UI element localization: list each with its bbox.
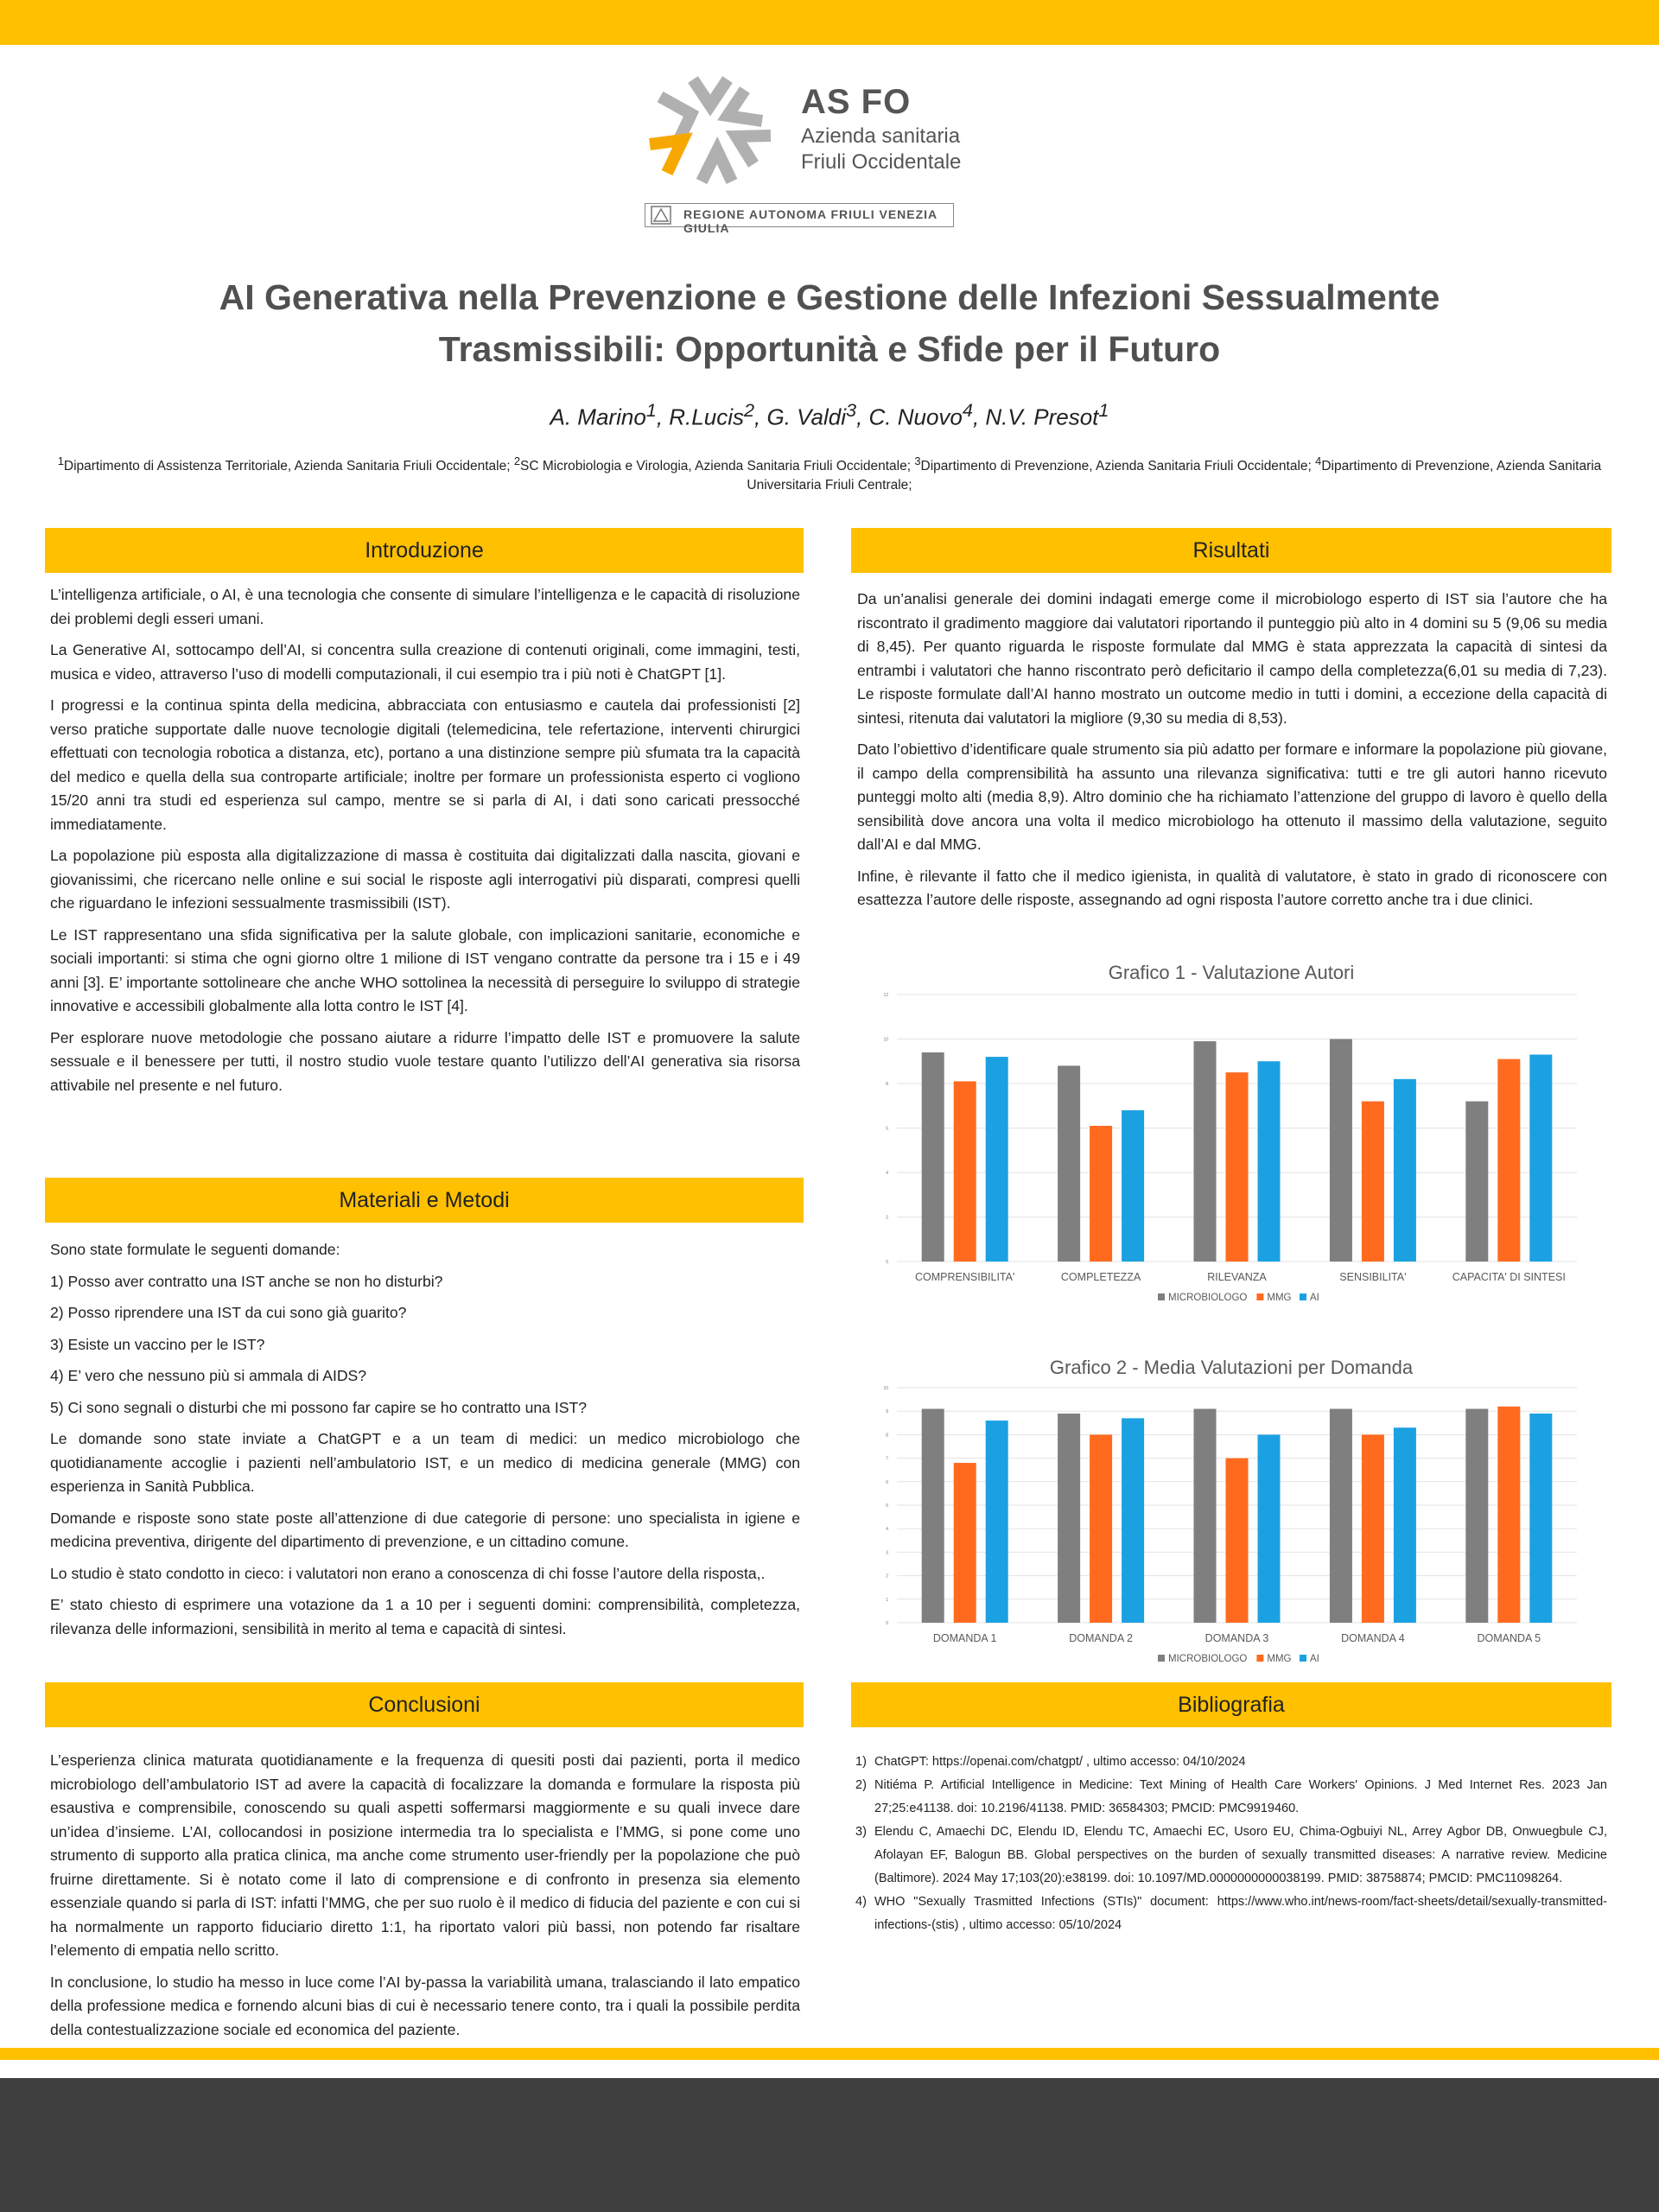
- bibliography-text: Elendu C, Amaechi DC, Elendu ID, Elendu TC, Amaechi EC, Usoro EU, Chima-Ogbuiyi NL, Arrey Agbor DB, Onwuegbule CJ, Afolayan EF, Balogun BB. Global perspectives on the burden of sexually transmitted diseases: A narrative review. Medicine (Baltimore). 2024 May 17;103(20):e38199. doi: 10.1097/MD.0000000000038199. PMID: 38758874; PMCID: PMC11098264.: [874, 1825, 1607, 1885]
- author-affiliation-mark: 1: [1098, 399, 1109, 421]
- y-tick-label: 0: [886, 1621, 888, 1626]
- legend-label: MMG: [1267, 1293, 1292, 1303]
- risultati-paragraph: Infine, è rilevante il fatto che il medico igienista, in qualità di valutatore, è stato in grado di riconoscere con esattezza l’autore delle risposte, assegnando ad ogni risposta l’autore corretto anche tra i due clinici.: [857, 867, 1607, 908]
- author-separator: ,: [754, 404, 767, 430]
- section-heading-conclusioni: Conclusioni: [45, 1682, 804, 1727]
- bar-ai: [1529, 1055, 1552, 1262]
- question-item: 4) E’ vero che nessuno più si ammala di AIDS?: [50, 1367, 367, 1384]
- affiliation-mark: 2: [513, 454, 520, 467]
- bar-ai: [1394, 1079, 1416, 1262]
- bar-ai: [1258, 1061, 1281, 1262]
- author-separator: ,: [856, 404, 869, 430]
- bibliography-item: [855, 1891, 1607, 1937]
- bar-ai: [986, 1421, 1008, 1623]
- chart-1-svg: [855, 955, 1607, 1309]
- authors: [121, 399, 1538, 431]
- y-tick-label: 6: [886, 1479, 888, 1485]
- chart-1: [855, 955, 1607, 1309]
- bar-ai: [1122, 1418, 1144, 1623]
- bar-ai: [1529, 1414, 1552, 1623]
- author-separator: ,: [972, 404, 986, 430]
- chart-2-svg: [855, 1350, 1607, 1678]
- x-tick-label: COMPRENSIBILITA': [915, 1271, 1015, 1283]
- author-name: A. Marino: [550, 404, 646, 430]
- author-affiliation-mark: 2: [743, 399, 755, 421]
- bar-microbiologo: [1194, 1408, 1217, 1623]
- author-name: N.V. Presot: [985, 404, 1099, 430]
- bar-ai: [1394, 1427, 1416, 1623]
- y-tick-label: 12: [883, 993, 888, 998]
- legend-swatch: [1256, 1655, 1263, 1662]
- author-separator: ,: [656, 404, 670, 430]
- y-tick-label: 5: [886, 1503, 888, 1509]
- bar-mmg: [1497, 1407, 1520, 1623]
- legend-swatch: [1256, 1294, 1263, 1300]
- introduzione-paragraph: La popolazione più esposta alla digitalizzazione di massa è costituita dai digitalizzati dalla nascita, giovani e giovanissimi, che ricercano nelle online e sui social le risposte agli interrogativi più disparati, compresi quelli che riguardano le infezioni sessualmente trasmissibili (IST).: [50, 847, 800, 912]
- y-tick-label: 2: [886, 1215, 888, 1221]
- bar-microbiologo: [922, 1052, 944, 1262]
- materiali-paragraph: E’ stato chiesto di esprimere una votazione da 1 a 10 per i seguenti domini: comprensibilità, completezza, rilevanza delle informazioni, sensibilità in merito al tema e capacità di sintesi.: [50, 1596, 800, 1637]
- legend-label: MMG: [1267, 1654, 1292, 1664]
- legend-swatch: [1158, 1655, 1165, 1662]
- bar-mmg: [1226, 1072, 1249, 1262]
- bibliography-number: 3): [855, 1825, 867, 1839]
- conclusioni-text: [50, 1749, 800, 2050]
- y-tick-label: 8: [886, 1433, 888, 1439]
- legend-label: MICROBIOLOGO: [1168, 1654, 1248, 1664]
- introduzione-text: [50, 583, 800, 1105]
- logo-line2: Friuli Occidentale: [801, 150, 962, 174]
- affiliation-text: SC Microbiologia e Virologia, Azienda Sanitaria Friuli Occidentale;: [520, 459, 915, 474]
- question-item: 3) Esiste un vaccino per le IST?: [50, 1335, 265, 1353]
- y-tick-label: 1: [886, 1597, 888, 1603]
- affiliation-mark: 1: [57, 454, 64, 467]
- risultati-paragraph: Dato l’obiettivo d’identificare quale strumento sia più adatto per formare e informare la popolazione più giovane, il campo della comprensibilità ha assunto una rilevanza significativa: tutti e tre gli autori hanno ricevuto punteggi molto alti (media 8,9). Altro dominio che ha richiamato l’attenzione del gruppo di lavoro è quello della sensibilità dove ancora una volta il medico microbiologo ha ottenuto il massimo della valutazione, seguito dall’AI e dal MMG.: [857, 741, 1607, 853]
- introduzione-paragraph: La Generative AI, sottocampo dell’AI, si concentra sulla creazione di contenuti originali, come immagini, testi, musica e video, attraverso l’uso di modelli computazionali, il cui esempio tra i più noti è ChatGPT [1].: [50, 641, 800, 683]
- y-tick-label: 8: [886, 1082, 888, 1087]
- materiali-text: [50, 1238, 800, 1649]
- asfo-star-icon: [641, 71, 792, 192]
- materiali-paragraph: Le domande sono state inviate a ChatGPT e a un team di medici: un medico microbiologo che quotidianamente accoglie i pazienti nell’ambulatorio IST, e un medico di medicina generale (MMG) con esperienza in Sanità Pubblica.: [50, 1430, 800, 1495]
- bar-mmg: [1362, 1434, 1384, 1623]
- logo-name: AS FO: [801, 83, 912, 121]
- legend-label: AI: [1310, 1293, 1319, 1303]
- asfo-logo: [641, 71, 969, 235]
- bar-ai: [1258, 1434, 1281, 1623]
- region-text: REGIONE AUTONOMA FRIULI VENEZIA GIULIA: [683, 207, 938, 235]
- region-crest-icon: [651, 206, 671, 225]
- bibliography-item: [855, 1774, 1607, 1821]
- region-banner: [645, 203, 954, 235]
- x-tick-label: CAPACITA' DI SINTESI: [1452, 1271, 1566, 1283]
- bibliography-text: Nitiéma P. Artificial Intelligence in Medicine: Text Mining of Health Care Workers' Opinions. J Med Internet Res. 2023 Jan 27;25:e41138. doi: 10.2196/41138. PMID: 36584303; PMCID: PMC9919460.: [874, 1778, 1607, 1815]
- legend-swatch: [1300, 1655, 1306, 1662]
- footer-band: [0, 2078, 1659, 2212]
- poster-title: [121, 271, 1538, 375]
- question-item: 1) Posso aver contratto una IST anche se non ho disturbi?: [50, 1272, 443, 1290]
- bibliografia-list: [855, 1751, 1607, 1937]
- section-heading-materiali: Materiali e Metodi: [45, 1178, 804, 1223]
- x-tick-label: DOMANDA 3: [1205, 1632, 1269, 1644]
- introduzione-paragraph: I progressi e la continua spinta della medicina, abbracciata con entusiasmo e cautela dai professionisti [2] verso pratiche supportate dalle nuove tecnologie digitali (telemedicina, tele refertazione, interventi chirurgici effettuati con tecnologia robotica a distanza, etc), portano a una distinzione sempre più sfumata tra la capacità del medico e quella della sua controparte artificiale; inoltre per formare un professionista esperto ci vogliono 15/20 anni tra studi ed esperienza sul campo, mentre se si parla di AI, i dati sono caricati pressocché immediatamente.: [50, 696, 800, 833]
- question-item: 2) Posso riprendere una IST da cui sono già guarito?: [50, 1304, 407, 1321]
- title-line1: AI Generativa nella Prevenzione e Gestione delle Infezioni Sessualmente: [219, 277, 1440, 317]
- bar-microbiologo: [1194, 1041, 1217, 1262]
- y-tick-label: 7: [886, 1456, 888, 1462]
- bibliography-number: 4): [855, 1895, 867, 1909]
- bibliography-item: [855, 1821, 1607, 1891]
- bibliography-item: [855, 1751, 1607, 1774]
- x-tick-label: SENSIBILITA': [1339, 1271, 1407, 1283]
- y-tick-label: 10: [883, 1386, 888, 1391]
- bibliography-number: 1): [855, 1755, 867, 1769]
- conclusioni-paragraph: L’esperienza clinica maturata quotidianamente e la frequenza di quesiti posti dai pazienti, porta il medico microbiologo dell’ambulatorio IST ad avere la capacità di focalizzare la domanda e formulare la risposta più esaustiva e comprensibile, conoscendo su quali aspetti soffermarsi maggiormente e su quali invece dare un’idea d’insieme. L’AI, collocandosi in posizione intermedia tra lo specialista e l’MMG, si pone come uno strumento di supporto alla pratica clinica, ma anche come strumento user-friendly per la popolazione che può fruirne direttamente. Si è notato come il lato di comprensione e di confronto in presenza sia elemento essenziale quando si parla di IST: infatti l’MMG, che per suo ruolo è il medico di fiducia del paziente e con cui si ha normalmente un rapporto fiduciario diretto 1:1, ha riportato valori più bassi, non potendo far risaltare l’elemento di empatia nello scritto.: [50, 1751, 800, 1959]
- y-tick-label: 6: [886, 1126, 888, 1132]
- bar-mmg: [1226, 1459, 1249, 1623]
- section-heading-introduzione: Introduzione: [45, 528, 804, 573]
- bar-microbiologo: [922, 1408, 944, 1623]
- affiliation-text: Dipartimento di Prevenzione, Azienda Sanitaria Universitaria Friuli Centrale;: [747, 459, 1602, 493]
- x-tick-label: DOMANDA 4: [1341, 1632, 1405, 1644]
- affiliation-mark: 4: [1315, 454, 1322, 467]
- y-tick-label: 2: [886, 1573, 888, 1580]
- author-affiliation-mark: 4: [962, 399, 973, 421]
- y-tick-label: 4: [886, 1171, 888, 1176]
- bar-mmg: [1497, 1059, 1520, 1262]
- author-affiliation-mark: 3: [846, 399, 857, 421]
- section-heading-risultati: Risultati: [851, 528, 1611, 573]
- top-accent-band: [0, 0, 1659, 45]
- risultati-text: [857, 588, 1607, 920]
- bar-microbiologo: [1465, 1102, 1488, 1262]
- bibliography-number: 2): [855, 1778, 867, 1792]
- materiali-paragraph: Lo studio è stato condotto in cieco: i valutatori non erano a conoscenza di chi fosse l’autore della risposta,.: [50, 1564, 766, 1582]
- x-tick-label: DOMANDA 2: [1069, 1632, 1133, 1644]
- affiliation-text: Dipartimento di Prevenzione, Azienda Sanitaria Friuli Occidentale;: [920, 459, 1316, 474]
- y-tick-label: 3: [886, 1550, 888, 1556]
- author-name: C. Nuovo: [868, 404, 963, 430]
- affiliation-text: Dipartimento di Assistenza Territoriale, Azienda Sanitaria Friuli Occidentale;: [63, 459, 514, 474]
- bar-mmg: [1090, 1126, 1112, 1262]
- legend-label: MICROBIOLOGO: [1168, 1293, 1248, 1303]
- conclusioni-paragraph: In conclusione, lo studio ha messo in luce come l’AI by-passa la variabilità umana, tralasciando il lato empatico della professione medica e fornendo alcuni bias di cui è necessario tenere conto, tra i quali la possibile perdita della contestualizzazione sociale ed economica del paziente.: [50, 1973, 800, 2038]
- y-tick-label: 0: [886, 1260, 888, 1265]
- section-heading-bibliografia: Bibliografia: [851, 1682, 1611, 1727]
- affiliation-mark: 3: [914, 454, 921, 467]
- author-affiliation-mark: 1: [645, 399, 657, 421]
- bar-mmg: [1362, 1102, 1384, 1262]
- bar-microbiologo: [1058, 1414, 1080, 1623]
- chart-2-title: Grafico 2 - Media Valutazioni per Domanda: [1049, 1357, 1414, 1378]
- bibliography-text: ChatGPT: https://openai.com/chatgpt/ , ultimo accesso: 04/10/2024: [874, 1755, 1246, 1769]
- bar-microbiologo: [1058, 1065, 1080, 1262]
- bar-microbiologo: [1330, 1408, 1352, 1623]
- y-tick-label: 4: [886, 1527, 888, 1533]
- logo-line1: Azienda sanitaria: [801, 124, 961, 148]
- bibliography-text: WHO "Sexually Trasmitted Infections (STIs)" document: https://www.who.int/news-room/fact-sheets/detail/sexually-transmitted-infections-(stis) , ultimo accesso: 05/10/2024: [874, 1895, 1607, 1932]
- introduzione-paragraph: L’intelligenza artificiale, o AI, è una tecnologia che consente di simulare l’intelligenza e le capacità di risoluzione dei problemi degli esseri umani.: [50, 586, 800, 627]
- y-tick-label: 10: [883, 1037, 888, 1043]
- author-name: R.Lucis: [669, 404, 744, 430]
- risultati-paragraph: Da un’analisi generale dei domini indagati emerge come il microbiologo esperto di IST sia l’autore che ha riscontrato il gradimento maggiore dai valutatori riportando il punteggio più alto in 4 domini su 5 (9,06 su media di 8,45). Per quanto riguarda le risposte formulate dal MMG è stata apprezzata la capacità di sintesi da entrambi i valutatori che hanno riscontrato però deficitario il campo della completezza(6,01 su media di 7,23). Le risposte formulate dall’AI hanno mostrato un outcome medio in tutti i domini, a eccezione della capacità di sintesi, ritenuta dai valutatori la migliore (9,30 su media di 8,53).: [857, 590, 1607, 727]
- x-tick-label: DOMANDA 1: [932, 1632, 997, 1644]
- x-tick-label: RILEVANZA: [1207, 1271, 1267, 1283]
- affiliations: [52, 452, 1607, 495]
- title-line2: Trasmissibili: Opportunità e Sfide per il Futuro: [438, 329, 1221, 369]
- bar-mmg: [954, 1081, 976, 1262]
- legend-swatch: [1158, 1294, 1165, 1300]
- materiali-paragraphs: [50, 1427, 800, 1641]
- question-list: [50, 1270, 800, 1421]
- chart-1-title: Grafico 1 - Valutazione Autori: [1108, 962, 1355, 983]
- bar-microbiologo: [1465, 1408, 1488, 1623]
- legend-label: AI: [1310, 1654, 1319, 1664]
- bar-ai: [1122, 1110, 1144, 1262]
- chart-2: [855, 1350, 1607, 1678]
- introduzione-paragraph: Per esplorare nuove metodologie che possano aiutare a ridurre l’impatto delle IST e promuovere la salute sessuale e il benessere per tutti, il nostro studio vuole testare quanto l’utilizzo dell’AI generativa sia risorsa attivabile nel presente e nel futuro.: [50, 1028, 800, 1094]
- bar-ai: [986, 1057, 1008, 1262]
- introduzione-paragraph: Le IST rappresentano una sfida significativa per la salute globale, con implicazioni sanitarie, economiche e sociali importanti: si stima che ogni giorno oltre 1 milione di IST vengano contratte da persone tra i 15 e i 49 anni [3]. E’ importante sottolineare che anche WHO sottolinea la necessità di perseguire lo sviluppo di strategie innovative e accessibili globalmente alla lotta contro le IST [4].: [50, 925, 800, 1014]
- x-tick-label: COMPLETEZZA: [1060, 1271, 1141, 1283]
- bar-mmg: [954, 1463, 976, 1623]
- materiali-paragraph: Domande e risposte sono state poste all’attenzione di due categorie di persone: uno specialista in igiene e medicina preventiva, dirigente del dipartimento di prevenzione, e un cittadino comune.: [50, 1509, 800, 1550]
- materiali-intro: Sono state formulate le seguenti domande:: [50, 1241, 340, 1258]
- x-tick-label: DOMANDA 5: [1477, 1632, 1541, 1644]
- question-item: 5) Ci sono segnali o disturbi che mi possono far capire se ho contratto una IST?: [50, 1398, 588, 1416]
- bar-mmg: [1090, 1434, 1112, 1623]
- bottom-accent-band: [0, 2048, 1659, 2060]
- legend-swatch: [1300, 1294, 1306, 1300]
- author-name: G. Valdi: [766, 404, 847, 430]
- bar-microbiologo: [1330, 1039, 1352, 1262]
- y-tick-label: 9: [886, 1409, 888, 1415]
